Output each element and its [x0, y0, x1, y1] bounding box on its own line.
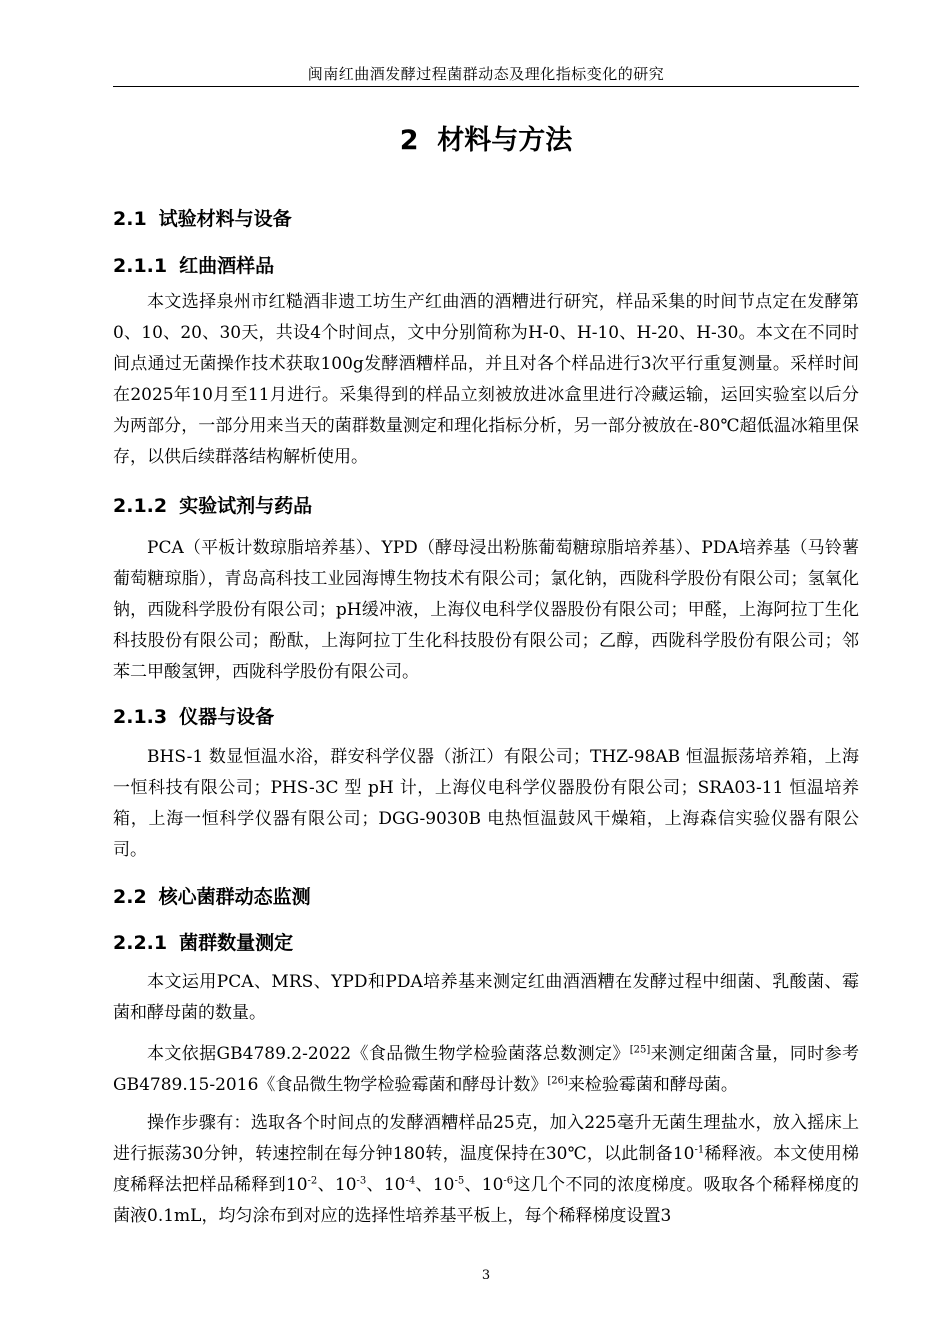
- heading-number: 2.1.1: [113, 255, 168, 277]
- heading-2-1-3: [113, 702, 274, 729]
- text-run: 、10: [317, 1175, 357, 1195]
- heading-2-1: [113, 204, 292, 231]
- heading-text: 菌群数量测定: [179, 932, 294, 954]
- heading-text: 试验材料与设备: [158, 208, 292, 230]
- heading-number: 2.1.2: [113, 495, 168, 517]
- text-run: 、10: [415, 1175, 455, 1195]
- text-run: 这几个不同的浓度梯度。吸取各个稀释梯度的菌液0.1mL，均匀涂布到对应的选择性培养基平板上，每个稀释梯度设置3: [113, 1175, 859, 1226]
- chapter-title-text: 材料与方法: [437, 125, 573, 156]
- paragraph-samples: 本文选择泉州市红糙酒非遗工坊生产红曲酒的酒糟进行研究，样品采集的时间节点定在发酵第0、10、20、30天，共设4个时间点，文中分别简称为H-0、H-10、H-20、H-30。本文在不同时间点通过无菌操作技术获取100g发酵酒糟样品，并且对各个样品进行3次平行重复测量。采样时间在2025年10月至11月进行。采集得到的样品立刻被放进冰盒里进行冷藏运输，运回实验室以后分为两部分，一部分用来当天的菌群数量测定和理化指标分析，另一部分被放在-80℃超低温冰箱里保存，以供后续群落结构解析使用。: [113, 292, 859, 467]
- heading-number: 2.2.1: [113, 932, 168, 954]
- exponent: -5: [454, 1175, 465, 1187]
- running-header: 闽南红曲酒发酵过程菌群动态及理化指标变化的研究: [307, 65, 665, 83]
- exponent: -2: [307, 1175, 318, 1187]
- text-run: 本文依据GB4789.2-2022《食品微生物学检验菌落总数测定》: [147, 1044, 630, 1064]
- heading-2-2-1: [113, 928, 293, 955]
- header-rule: [113, 86, 859, 87]
- heading-number: 2.2: [113, 886, 147, 908]
- heading-number: 2.1.3: [113, 706, 168, 728]
- paragraph-media: 本文运用PCA、MRS、YPD和PDA培养基来测定红曲酒酒糟在发酵过程中细菌、乳酸菌、霉菌和酵母菌的数量。: [113, 972, 859, 1023]
- text-run: 来检验霉菌和酵母菌。: [567, 1075, 738, 1095]
- heading-2-1-2: [113, 491, 312, 518]
- heading-2-1-1: [113, 251, 274, 278]
- citation-ref: [25]: [629, 1044, 651, 1056]
- heading-text: 仪器与设备: [179, 706, 275, 728]
- heading-text: 红曲酒样品: [179, 255, 275, 277]
- chapter-title: [113, 118, 859, 157]
- text-run: 、10: [366, 1175, 406, 1195]
- exponent: -1: [694, 1144, 705, 1156]
- text-run: 来测定细菌含量，同时参考GB4789.15-2016《食品微生物学检验霉菌和酵母计数》: [113, 1044, 859, 1095]
- chapter-number: 2: [399, 125, 419, 156]
- heading-text: 实验试剂与药品: [179, 495, 313, 517]
- citation-ref: [26]: [547, 1075, 568, 1087]
- paragraph-reagents: PCA（平板计数琼脂培养基）、YPD（酵母浸出粉胨葡萄糖琼脂培养基）、PDA培养基（马铃薯葡萄糖琼脂），青岛高科技工业园海博生物技术有限公司；氯化钠，西陇科学股份有限公司；氢氧化钠，西陇科学股份有限公司；pH缓冲液，上海仪电科学仪器股份有限公司；甲醛，上海阿拉丁生化科技股份有限公司；酚酞，上海阿拉丁生化科技股份有限公司；乙醇，西陇科学股份有限公司；邻苯二甲酸氢钾，西陇科学股份有限公司。: [113, 538, 859, 682]
- paragraph-equipment: BHS-1 数显恒温水浴，群安科学仪器（浙江）有限公司；THZ-98AB 恒温振荡培养箱，上海一恒科技有限公司；PHS-3C 型 pH 计，上海仪电科学仪器股份有限公司；SRA03-11 恒温培养箱，上海一恒科学仪器有限公司；DGG-9030B 电热恒温鼓风干燥箱，上海森信实验仪器有限公司。: [113, 747, 859, 860]
- heading-2-2: [113, 882, 311, 909]
- paragraph-procedure: [113, 1108, 859, 1232]
- exponent: -4: [405, 1175, 416, 1187]
- paragraph-standards: [113, 1039, 859, 1101]
- text-run: 操作步骤有：选取各个时间点的发酵酒糟样品25克，加入225毫升无菌生理盐水，放入摇床上进行振荡30分钟，转速控制在每分钟180转，温度保持在30℃，以此制备10: [113, 1113, 859, 1164]
- exponent: -3: [356, 1175, 367, 1187]
- heading-number: 2.1: [113, 208, 147, 230]
- page-number: 3: [481, 1268, 491, 1283]
- text-run: 、10: [464, 1175, 504, 1195]
- heading-text: 核心菌群动态监测: [158, 886, 311, 908]
- exponent: -6: [503, 1175, 514, 1187]
- text-run: 稀释液。本文使用梯度稀释法把样品稀释到10: [113, 1144, 860, 1195]
